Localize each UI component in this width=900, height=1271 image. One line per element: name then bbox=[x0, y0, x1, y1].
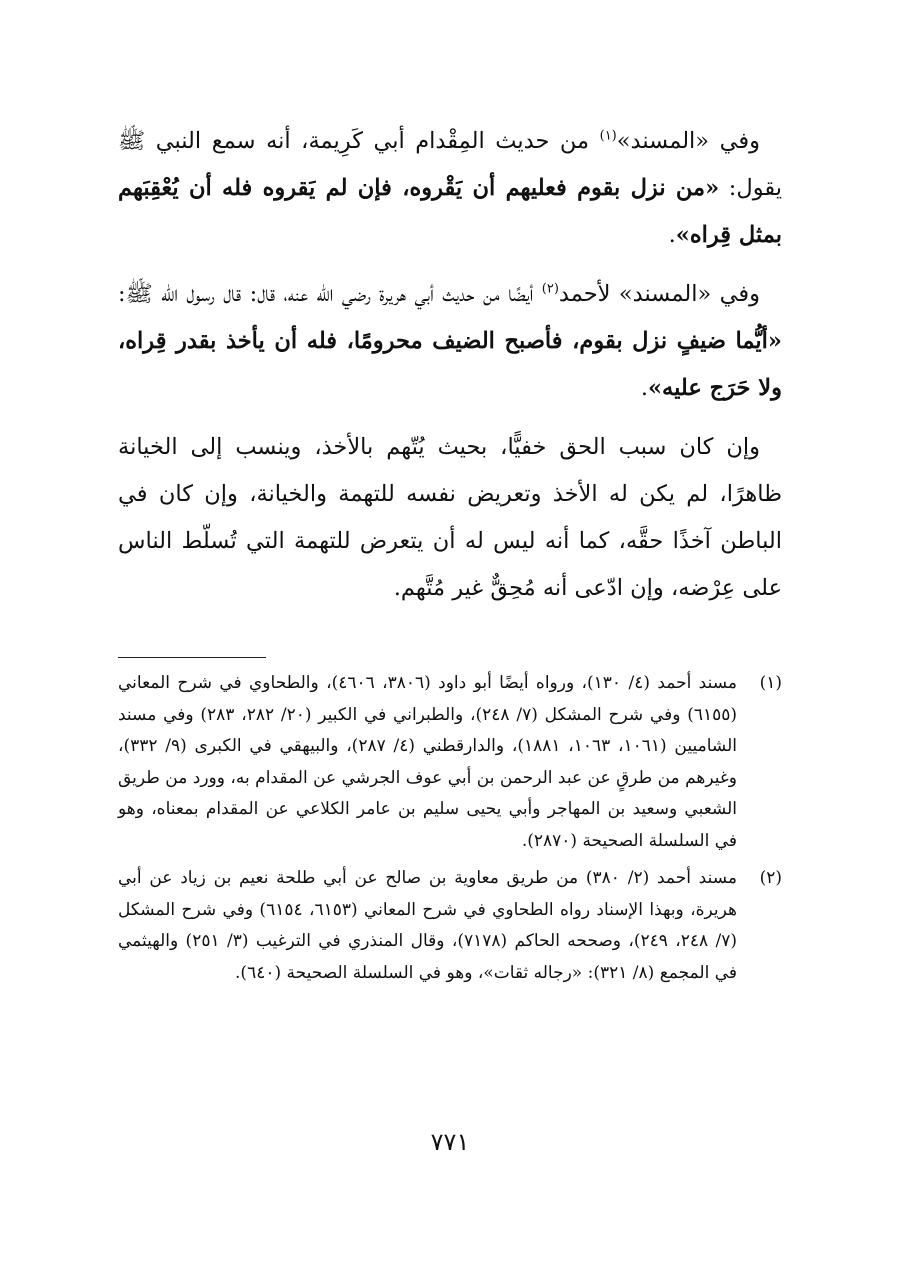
paragraph-1-text-a: وفي «المسند» bbox=[616, 128, 760, 154]
footnote-separator bbox=[118, 657, 266, 658]
paragraph-2-text-b: أيضًا من حديث أبي هريرة رضي الله عنه، قال: قال رسول الله ﷺ: bbox=[118, 281, 542, 307]
footnote-2-number: (٢) bbox=[759, 868, 782, 888]
hadith-quote-2: «أيُّما ضيفٍ نزل بقوم، فأصبح الضيف محرومًا، فله أن يأخذ بقدر قِراه، ولا حَرَج عليه» bbox=[118, 328, 782, 401]
footnote-1 bbox=[118, 668, 782, 857]
footnote-2 bbox=[118, 863, 782, 989]
paragraph-1-text-b: من حديث المِقْدام أبي كَرِيمة، أنه سمع النبي ﷺ يقول: bbox=[118, 128, 782, 201]
hadith-quote-1: «من نزل بقوم فعليهم أن يَقْروه، فإن لم يَقروه فله أن يُعْقِبَهم بمثل قِراه» bbox=[118, 175, 782, 248]
page-body bbox=[118, 118, 782, 995]
footnote-1-number: (١) bbox=[759, 673, 782, 693]
paragraph-1 bbox=[118, 118, 782, 259]
page-number: ٧٧١ bbox=[430, 1128, 470, 1156]
footnote-2-text: مسند أحمد (٢/ ٣٨٠) من طريق معاوية بن صالح عن أبي طلحة نعيم بن زياد عن أبي هريرة، وبهذا الإسناد رواه الطحاوي في شرح المعاني (٦١٥٣، ٦١٥٤) وفي شرح المشكل (٧/ ٢٤٨، ٢٤٩)، وصححه الحاكم (٧١٧٨)، وقال المنذري في الترغيب (٣/ ٢٥١) والهيثمي في المجمع (٨/ ٣٢١): «رجاله ثقات»، وهو في السلسلة الصحيحة (٦٤٠). bbox=[118, 868, 738, 983]
paragraph-2-end: . bbox=[640, 375, 648, 401]
footnote-ref-1[interactable]: (١) bbox=[599, 128, 617, 144]
paragraph-1-end: . bbox=[668, 222, 676, 248]
paragraph-2 bbox=[118, 271, 782, 412]
footnote-1-text: مسند أحمد (٤/ ١٣٠)، ورواه أيضًا أبو داود (٣٨٠٦، ٤٦٠٦)، والطحاوي في شرح المعاني (٦١٥٥) وفي شرح المشكل (٧/ ٢٤٨)، والطبراني في الكبير (٢٠/ ٢٨٢، ٢٨٣) وفي مسند الشاميين (١٠٦١، ١٠٦٣، ١٨٨١)، والدارقطني (٤/ ٢٨٧)، والبيهقي في الكبرى (٩/ ٣٣٢)، وغيرهم من طرقٍ عن عبد الرحمن بن أبي عوف الجرشي عن المقدام به، وورد من طريق الشعبي وسعيد بن المهاجر وأبي يحيى سليم بن عامر الكلاعي عن المقدام بمعناه، وهو في السلسلة الصحيحة (٢٨٧٠). bbox=[118, 673, 738, 851]
paragraph-2-text-a: وفي «المسند» لأحمد bbox=[558, 281, 761, 307]
footnote-ref-2[interactable]: (٢) bbox=[541, 281, 559, 297]
paragraph-3 bbox=[118, 424, 782, 612]
paragraph-3-text: وإن كان سبب الحق خفيًّا، بحيث يُتّهم بالأخذ، وينسب إلى الخيانة ظاهرًا، لم يكن له الأخذ وتعريض نفسه للتهمة والخيانة، وإن كان في الباطن آخذًا حقَّه، كما أنه ليس له أن يتعرض للتهمة التي تُسلّط الناس على عِرْضه، وإن ادّعى أنه مُحِقٌّ غير مُتَّهم. bbox=[118, 434, 782, 601]
